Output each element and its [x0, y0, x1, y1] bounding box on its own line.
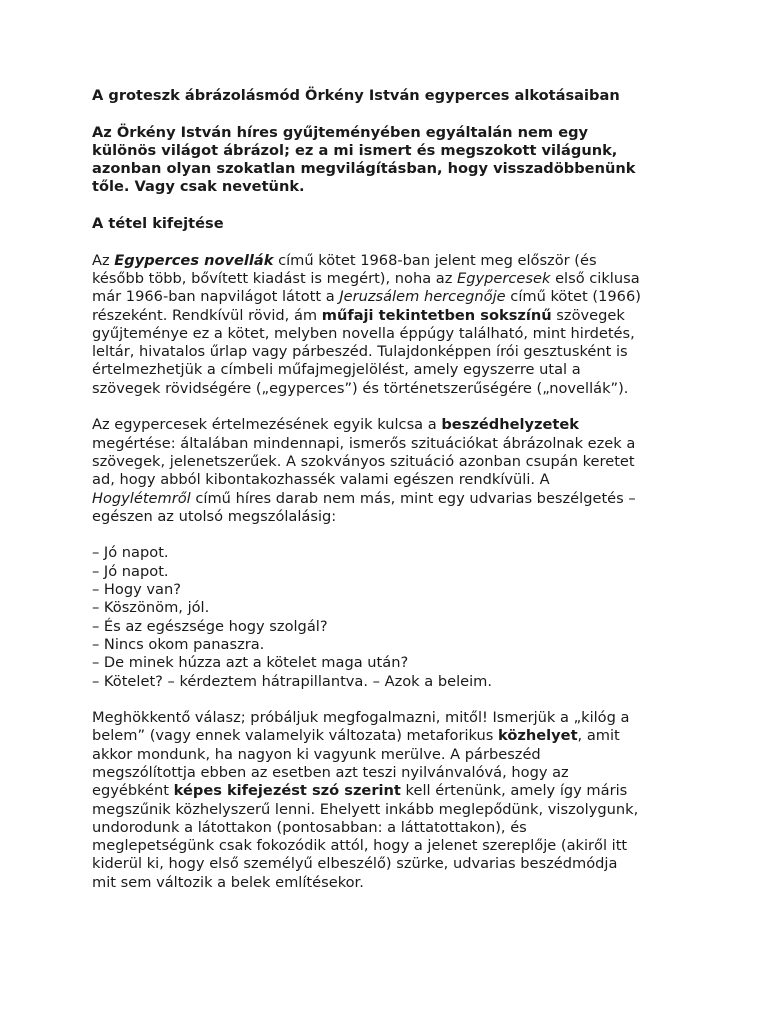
text-line: később több, bővített kiadást is megért), noha az Egypercesek első ciklusa [92, 269, 640, 287]
dialogue-line: – Hogy van? [92, 581, 181, 599]
dialogue-line: – De minek húzza azt a kötelet maga után? [92, 654, 409, 672]
text-line: megszűnik közhelyszerű lenni. Ehelyett inkább meglepődünk, viszolygunk, [92, 800, 639, 818]
dialogue-block [92, 544, 682, 690]
book-title-emphasis: Egyperces novellák [114, 251, 274, 269]
text-line: gyűjteménye ez a kötet, melyben novella éppúgy található, mint hirdetés, [92, 324, 635, 342]
spacer [92, 197, 682, 215]
dialogue-line: – Köszönöm, jól. [92, 599, 210, 617]
bold-emphasis: képes kifejezést szó szerint [173, 782, 401, 800]
lead-paragraph [92, 124, 682, 197]
text-line: belem” (vagy ennek valamelyik változata) metaforikus közhelyet, amit [92, 727, 620, 745]
text-line: Hogylétemről című híres darab nem más, mint egy udvarias beszélgetés – [92, 489, 636, 507]
lead-line: Az Örkény István híres gyűjteményében egyáltalán nem egy [92, 123, 589, 141]
text-line: szövegek rövidségére („egyperces”) és történetszerűségére („novellák”). [92, 379, 629, 397]
italic-title: Jeruzsálem hercegnője [339, 288, 506, 306]
dialogue-line: – És az egészsége hogy szolgál? [92, 617, 328, 635]
dialogue-line: – Nincs okom panaszra. [92, 635, 265, 653]
bold-emphasis: közhelyet [498, 727, 578, 745]
text-line: undorodunk a látottakon (pontosabban: a láttatottakon), és [92, 818, 527, 836]
text-line: szövegek, jelenetszerűek. A szokványos szituáció azonban csupán keretet [92, 452, 635, 470]
section-heading: A tétel kifejtése [92, 215, 224, 233]
bold-emphasis: beszédhelyzetek [441, 416, 580, 434]
text-line: megszólítottja ebben az esetben azt teszi nyilvánvalóvá, hogy az [92, 763, 569, 781]
text-line: értelmezhetjük a címbeli műfajmegjelölést, amely egyszerre utal a [92, 361, 581, 379]
text-line: Az egypercesek értelmezésének egyik kulcsa a beszédhelyzetek [92, 416, 580, 434]
spacer [92, 691, 682, 709]
paragraph-3 [92, 709, 682, 892]
text-line: mit sem változik a belek említésekor. [92, 873, 364, 891]
spacer [92, 398, 682, 416]
italic-title: Egypercesek [457, 269, 551, 287]
dialogue-line: – Jó napot. [92, 562, 169, 580]
text-line: részeként. Rendkívül rövid, ám műfaji tekintetben sokszínű szövegek [92, 306, 625, 324]
spacer [92, 233, 682, 251]
paragraph-1 [92, 252, 682, 398]
text-line: akkor mondunk, ha nagyon ki vagyunk merülve. A párbeszéd [92, 745, 541, 763]
paragraph-2 [92, 416, 682, 526]
text-line: Az Egyperces novellák című kötet 1968-ban jelent meg először (és [92, 251, 597, 269]
text-line: leltár, hivatalos űrlap vagy párbeszéd. Tulajdonképpen írói gesztusként is [92, 343, 628, 361]
text-line: már 1966-ban napvilágot látott a Jeruzsálem hercegnője című kötet (1966) [92, 288, 641, 306]
italic-title: Hogylétemről [92, 489, 191, 507]
spacer [92, 105, 682, 123]
text-line: Meghökkentő válasz; próbáljuk megfogalmazni, mitől! Ismerjük a „kilóg a [92, 709, 630, 727]
document-title: A groteszk ábrázolásmód Örkény István egyperces alkotásaiban [92, 87, 620, 104]
text-line: megértése: általában mindennapi, ismerős szituációkat ábrázolnak ezek a [92, 434, 636, 452]
text-line: egészen az utolsó megszólalásig: [92, 507, 337, 525]
text-line: meglepetségünk csak fokozódik attól, hogy a jelenet szereplője (akiről itt [92, 837, 628, 855]
bold-emphasis: műfaji tekintetben sokszínű [321, 306, 552, 324]
spacer [92, 526, 682, 544]
dialogue-line: – Jó napot. [92, 544, 169, 562]
document-page [92, 87, 682, 892]
text-line: kiderül ki, hogy első személyű elbeszélő) szürke, udvarias beszédmódja [92, 855, 618, 873]
text-line: ad, hogy abból kibontakozhassék valami egészen rendkívüli. A [92, 471, 550, 489]
dialogue-line: – Kötelet? – kérdeztem hátrapillantva. – Azok a beleim. [92, 672, 493, 690]
lead-line: különös világot ábrázol; ez a mi ismert és megszokott világunk, [92, 141, 618, 159]
lead-line: tőle. Vagy csak nevetünk. [92, 178, 305, 196]
text-line: egyébként képes kifejezést szó szerint kell értenünk, amely így máris [92, 782, 628, 800]
lead-line: azonban olyan szokatlan megvilágításban, hogy visszadöbbenünk [92, 160, 636, 178]
